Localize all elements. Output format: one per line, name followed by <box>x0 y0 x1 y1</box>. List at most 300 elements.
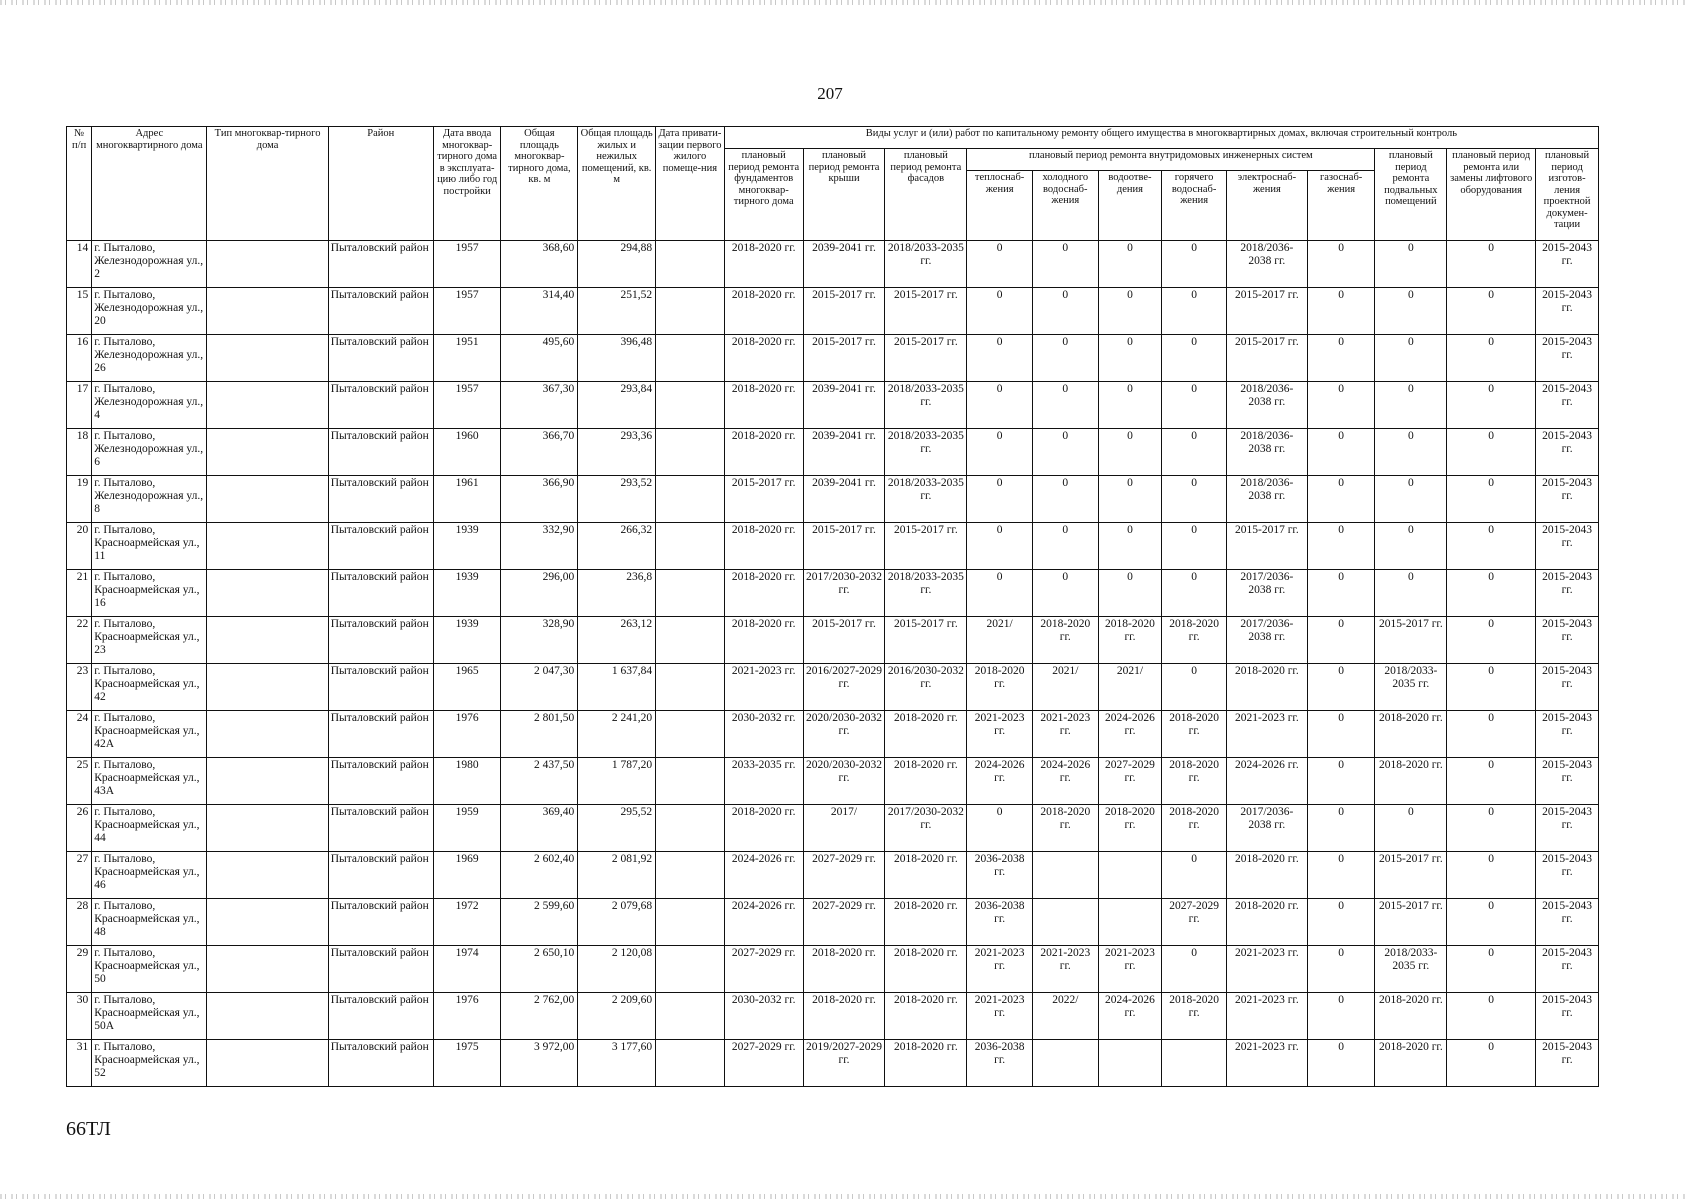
row-cold-water-period: 2022/ <box>1032 993 1098 1040</box>
row-district: Пыталовский район <box>328 805 433 852</box>
row-building-type <box>207 241 328 288</box>
row-sewer-period: 0 <box>1098 476 1162 523</box>
row-privatization-date <box>656 758 725 805</box>
row-basement-period: 2018-2020 гг. <box>1375 711 1447 758</box>
row-roof-period: 2039-2041 гг. <box>803 476 885 523</box>
row-building-type <box>207 382 328 429</box>
row-address: г. Пыталово, Красноармейская ул., 16 <box>92 570 207 617</box>
row-hot-water-period: 0 <box>1162 476 1227 523</box>
row-heat-period: 2036-2038 гг. <box>967 852 1033 899</box>
row-gas-period: 0 <box>1307 805 1375 852</box>
row-heat-period: 2036-2038 гг. <box>967 899 1033 946</box>
row-heat-period: 0 <box>967 523 1033 570</box>
row-elevator-period: 0 <box>1447 570 1536 617</box>
row-district: Пыталовский район <box>328 335 433 382</box>
row-basement-period: 2015-2017 гг. <box>1375 852 1447 899</box>
row-district: Пыталовский район <box>328 288 433 335</box>
row-building-type <box>207 711 328 758</box>
row-total-area: 366,70 <box>501 429 578 476</box>
row-elevator-period: 0 <box>1447 523 1536 570</box>
row-gas-period: 0 <box>1307 993 1375 1040</box>
document-code: 66ТЛ <box>66 1118 111 1140</box>
row-design-period: 2015-2043 гг. <box>1536 758 1599 805</box>
row-roof-period: 2027-2029 гг. <box>803 899 885 946</box>
row-elevator-period: 0 <box>1447 758 1536 805</box>
row-foundation-period: 2021-2023 гг. <box>724 664 803 711</box>
row-facade-period: 2018-2020 гг. <box>885 852 967 899</box>
row-hot-water-period: 0 <box>1162 429 1227 476</box>
row-elevator-period: 0 <box>1447 382 1536 429</box>
table-row <box>67 993 1599 1040</box>
row-sewer-period: 0 <box>1098 241 1162 288</box>
row-total-area: 2 602,40 <box>501 852 578 899</box>
table-row <box>67 241 1599 288</box>
row-electric-period: 2021-2023 гг. <box>1226 946 1307 993</box>
row-privatization-date <box>656 476 725 523</box>
row-living-area: 2 120,08 <box>578 946 656 993</box>
row-design-period: 2015-2043 гг. <box>1536 288 1599 335</box>
row-roof-period: 2020/2030-2032 гг. <box>803 758 885 805</box>
row-gas-period: 0 <box>1307 758 1375 805</box>
row-address: г. Пыталово, Красноармейская ул., 23 <box>92 617 207 664</box>
row-district: Пыталовский район <box>328 617 433 664</box>
row-heat-period: 2021-2023 гг. <box>967 711 1033 758</box>
table-row <box>67 476 1599 523</box>
row-elevator-period: 0 <box>1447 429 1536 476</box>
row-address: г. Пыталово, Железнодорожная ул., 4 <box>92 382 207 429</box>
row-facade-period: 2018-2020 гг. <box>885 899 967 946</box>
row-privatization-date <box>656 382 725 429</box>
row-electric-period: 2021-2023 гг. <box>1226 711 1307 758</box>
row-sewer-period: 0 <box>1098 335 1162 382</box>
row-living-area: 263,12 <box>578 617 656 664</box>
header-total-area: Общая площадь многоквар-тирного дома, кв. м <box>501 127 578 241</box>
row-number: 24 <box>67 711 92 758</box>
header-num: № п/п <box>67 127 92 241</box>
row-cold-water-period: 0 <box>1032 429 1098 476</box>
row-design-period: 2015-2043 гг. <box>1536 664 1599 711</box>
row-district: Пыталовский район <box>328 758 433 805</box>
row-electric-period: 2018-2020 гг. <box>1226 899 1307 946</box>
row-year: 1951 <box>433 335 501 382</box>
row-basement-period: 0 <box>1375 523 1447 570</box>
row-hot-water-period: 0 <box>1162 241 1227 288</box>
row-address: г. Пыталово, Красноармейская ул., 43А <box>92 758 207 805</box>
row-living-area: 2 209,60 <box>578 993 656 1040</box>
row-facade-period: 2015-2017 гг. <box>885 617 967 664</box>
table-row <box>67 570 1599 617</box>
row-address: г. Пыталово, Железнодорожная ул., 6 <box>92 429 207 476</box>
row-living-area: 2 079,68 <box>578 899 656 946</box>
row-year: 1975 <box>433 1040 501 1087</box>
row-foundation-period: 2018-2020 гг. <box>724 617 803 664</box>
row-hot-water-period: 0 <box>1162 664 1227 711</box>
row-facade-period: 2015-2017 гг. <box>885 523 967 570</box>
row-electric-period: 2021-2023 гг. <box>1226 1040 1307 1087</box>
row-cold-water-period: 2021-2023 гг. <box>1032 946 1098 993</box>
row-district: Пыталовский район <box>328 664 433 711</box>
row-heat-period: 2021-2023 гг. <box>967 993 1033 1040</box>
row-design-period: 2015-2043 гг. <box>1536 476 1599 523</box>
row-design-period: 2015-2043 гг. <box>1536 946 1599 993</box>
row-district: Пыталовский район <box>328 852 433 899</box>
row-elevator-period: 0 <box>1447 1040 1536 1087</box>
row-electric-period: 2018/2036-2038 гг. <box>1226 429 1307 476</box>
row-cold-water-period: 2021-2023 гг. <box>1032 711 1098 758</box>
row-number: 15 <box>67 288 92 335</box>
row-building-type <box>207 946 328 993</box>
table-row <box>67 758 1599 805</box>
row-elevator-period: 0 <box>1447 288 1536 335</box>
row-sewer-period: 2024-2026 гг. <box>1098 993 1162 1040</box>
row-gas-period: 0 <box>1307 664 1375 711</box>
row-electric-period: 2018/2036-2038 гг. <box>1226 241 1307 288</box>
row-district: Пыталовский район <box>328 570 433 617</box>
row-electric-period: 2015-2017 гг. <box>1226 335 1307 382</box>
row-hot-water-period: 2018-2020 гг. <box>1162 617 1227 664</box>
row-privatization-date <box>656 711 725 758</box>
row-privatization-date <box>656 241 725 288</box>
row-facade-period: 2016/2030-2032 гг. <box>885 664 967 711</box>
header-heat: теплоснаб-жения <box>967 171 1033 241</box>
row-total-area: 369,40 <box>501 805 578 852</box>
row-gas-period: 0 <box>1307 570 1375 617</box>
header-sewer: водоотве-дения <box>1098 171 1162 241</box>
row-roof-period: 2019/2027-2029 гг. <box>803 1040 885 1087</box>
row-facade-period: 2018-2020 гг. <box>885 1040 967 1087</box>
header-hot-water: горячего водоснаб-жения <box>1162 171 1227 241</box>
header-engineering: плановый период ремонта внутридомовых инженерных систем <box>967 149 1375 171</box>
row-gas-period: 0 <box>1307 476 1375 523</box>
row-heat-period: 2024-2026 гг. <box>967 758 1033 805</box>
row-basement-period: 2018-2020 гг. <box>1375 993 1447 1040</box>
row-total-area: 2 762,00 <box>501 993 578 1040</box>
row-heat-period: 2021/ <box>967 617 1033 664</box>
row-building-type <box>207 476 328 523</box>
row-building-type <box>207 288 328 335</box>
row-cold-water-period: 0 <box>1032 476 1098 523</box>
table-header <box>67 127 1599 241</box>
row-hot-water-period: 0 <box>1162 335 1227 382</box>
row-address: г. Пыталово, Красноармейская ул., 52 <box>92 1040 207 1087</box>
row-basement-period: 2018-2020 гг. <box>1375 1040 1447 1087</box>
row-building-type <box>207 523 328 570</box>
row-sewer-period <box>1098 899 1162 946</box>
row-cold-water-period: 0 <box>1032 382 1098 429</box>
row-facade-period: 2018-2020 гг. <box>885 993 967 1040</box>
scan-edge-top <box>0 0 1686 5</box>
row-living-area: 1 637,84 <box>578 664 656 711</box>
row-hot-water-period: 0 <box>1162 288 1227 335</box>
row-heat-period: 0 <box>967 335 1033 382</box>
row-electric-period: 2018/2036-2038 гг. <box>1226 476 1307 523</box>
row-design-period: 2015-2043 гг. <box>1536 1040 1599 1087</box>
row-number: 28 <box>67 899 92 946</box>
row-living-area: 295,52 <box>578 805 656 852</box>
row-basement-period: 2015-2017 гг. <box>1375 617 1447 664</box>
row-number: 25 <box>67 758 92 805</box>
row-design-period: 2015-2043 гг. <box>1536 335 1599 382</box>
row-privatization-date <box>656 335 725 382</box>
row-facade-period: 2018/2033-2035 гг. <box>885 570 967 617</box>
row-year: 1976 <box>433 711 501 758</box>
row-cold-water-period: 0 <box>1032 523 1098 570</box>
header-type: Тип многоквар-тирного дома <box>207 127 328 241</box>
row-foundation-period: 2018-2020 гг. <box>724 523 803 570</box>
row-district: Пыталовский район <box>328 899 433 946</box>
row-year: 1980 <box>433 758 501 805</box>
row-roof-period: 2015-2017 гг. <box>803 288 885 335</box>
row-design-period: 2015-2043 гг. <box>1536 382 1599 429</box>
row-living-area: 236,8 <box>578 570 656 617</box>
row-foundation-period: 2018-2020 гг. <box>724 429 803 476</box>
row-number: 18 <box>67 429 92 476</box>
row-elevator-period: 0 <box>1447 852 1536 899</box>
row-address: г. Пыталово, Красноармейская ул., 11 <box>92 523 207 570</box>
header-electric: электроснаб-жения <box>1226 171 1307 241</box>
row-basement-period: 0 <box>1375 476 1447 523</box>
row-basement-period: 0 <box>1375 288 1447 335</box>
row-building-type <box>207 993 328 1040</box>
row-electric-period: 2024-2026 гг. <box>1226 758 1307 805</box>
row-gas-period: 0 <box>1307 241 1375 288</box>
row-building-type <box>207 852 328 899</box>
row-address: г. Пыталово, Железнодорожная ул., 26 <box>92 335 207 382</box>
row-hot-water-period: 0 <box>1162 523 1227 570</box>
row-living-area: 266,32 <box>578 523 656 570</box>
row-facade-period: 2017/2030-2032 гг. <box>885 805 967 852</box>
table-row <box>67 1040 1599 1087</box>
row-facade-period: 2018/2033-2035 гг. <box>885 476 967 523</box>
row-year: 1961 <box>433 476 501 523</box>
header-address: Адрес многоквартирного дома <box>92 127 207 241</box>
row-number: 23 <box>67 664 92 711</box>
row-gas-period: 0 <box>1307 711 1375 758</box>
row-number: 22 <box>67 617 92 664</box>
row-privatization-date <box>656 429 725 476</box>
row-year: 1972 <box>433 899 501 946</box>
row-foundation-period: 2018-2020 гг. <box>724 241 803 288</box>
row-elevator-period: 0 <box>1447 711 1536 758</box>
row-number: 31 <box>67 1040 92 1087</box>
row-hot-water-period: 2018-2020 гг. <box>1162 758 1227 805</box>
header-district: Район <box>328 127 433 241</box>
row-hot-water-period: 0 <box>1162 382 1227 429</box>
row-hot-water-period: 2027-2029 гг. <box>1162 899 1227 946</box>
row-year: 1974 <box>433 946 501 993</box>
row-total-area: 2 599,60 <box>501 899 578 946</box>
row-cold-water-period: 0 <box>1032 570 1098 617</box>
header-design: плановый период изготов-ления проектной докумен-тации <box>1536 149 1599 241</box>
row-electric-period: 2018-2020 гг. <box>1226 664 1307 711</box>
row-address: г. Пыталово, Красноармейская ул., 42А <box>92 711 207 758</box>
row-roof-period: 2015-2017 гг. <box>803 523 885 570</box>
row-total-area: 368,60 <box>501 241 578 288</box>
row-roof-period: 2015-2017 гг. <box>803 335 885 382</box>
row-design-period: 2015-2043 гг. <box>1536 852 1599 899</box>
row-heat-period: 0 <box>967 476 1033 523</box>
row-living-area: 2 241,20 <box>578 711 656 758</box>
row-cold-water-period: 2024-2026 гг. <box>1032 758 1098 805</box>
row-basement-period: 2015-2017 гг. <box>1375 899 1447 946</box>
row-roof-period: 2039-2041 гг. <box>803 429 885 476</box>
row-living-area: 293,84 <box>578 382 656 429</box>
row-total-area: 2 650,10 <box>501 946 578 993</box>
row-building-type <box>207 664 328 711</box>
row-privatization-date <box>656 805 725 852</box>
row-cold-water-period <box>1032 1040 1098 1087</box>
row-roof-period: 2020/2030-2032 гг. <box>803 711 885 758</box>
row-year: 1957 <box>433 288 501 335</box>
row-sewer-period: 2018-2020 гг. <box>1098 617 1162 664</box>
row-gas-period: 0 <box>1307 1040 1375 1087</box>
row-gas-period: 0 <box>1307 852 1375 899</box>
table-row <box>67 288 1599 335</box>
row-elevator-period: 0 <box>1447 664 1536 711</box>
row-privatization-date <box>656 523 725 570</box>
table-row <box>67 429 1599 476</box>
row-design-period: 2015-2043 гг. <box>1536 899 1599 946</box>
row-year: 1959 <box>433 805 501 852</box>
row-sewer-period: 0 <box>1098 570 1162 617</box>
row-roof-period: 2016/2027-2029 гг. <box>803 664 885 711</box>
row-electric-period: 2021-2023 гг. <box>1226 993 1307 1040</box>
row-foundation-period: 2030-2032 гг. <box>724 711 803 758</box>
row-number: 21 <box>67 570 92 617</box>
row-district: Пыталовский район <box>328 946 433 993</box>
row-gas-period: 0 <box>1307 946 1375 993</box>
row-hot-water-period: 0 <box>1162 570 1227 617</box>
row-roof-period: 2018-2020 гг. <box>803 993 885 1040</box>
row-total-area: 2 437,50 <box>501 758 578 805</box>
row-year: 1960 <box>433 429 501 476</box>
row-sewer-period <box>1098 852 1162 899</box>
table-row <box>67 523 1599 570</box>
row-cold-water-period: 0 <box>1032 335 1098 382</box>
row-number: 27 <box>67 852 92 899</box>
row-address: г. Пыталово, Железнодорожная ул., 2 <box>92 241 207 288</box>
row-cold-water-period <box>1032 899 1098 946</box>
row-total-area: 3 972,00 <box>501 1040 578 1087</box>
row-elevator-period: 0 <box>1447 899 1536 946</box>
row-heat-period: 0 <box>967 570 1033 617</box>
row-number: 16 <box>67 335 92 382</box>
row-gas-period: 0 <box>1307 429 1375 476</box>
row-year: 1939 <box>433 570 501 617</box>
row-district: Пыталовский район <box>328 429 433 476</box>
header-facade: плановый период ремонта фасадов <box>885 149 967 241</box>
row-living-area: 293,36 <box>578 429 656 476</box>
table-row <box>67 852 1599 899</box>
row-design-period: 2015-2043 гг. <box>1536 241 1599 288</box>
header-elevator: плановый период ремонта или замены лифтового оборудования <box>1447 149 1536 241</box>
row-design-period: 2015-2043 гг. <box>1536 805 1599 852</box>
row-heat-period: 0 <box>967 429 1033 476</box>
row-elevator-period: 0 <box>1447 241 1536 288</box>
row-foundation-period: 2018-2020 гг. <box>724 382 803 429</box>
row-facade-period: 2018-2020 гг. <box>885 946 967 993</box>
row-year: 1976 <box>433 993 501 1040</box>
row-design-period: 2015-2043 гг. <box>1536 429 1599 476</box>
row-building-type <box>207 570 328 617</box>
row-privatization-date <box>656 1040 725 1087</box>
row-total-area: 366,90 <box>501 476 578 523</box>
row-gas-period: 0 <box>1307 382 1375 429</box>
row-address: г. Пыталово, Красноармейская ул., 44 <box>92 805 207 852</box>
row-hot-water-period: 2018-2020 гг. <box>1162 993 1227 1040</box>
row-heat-period: 0 <box>967 288 1033 335</box>
row-facade-period: 2015-2017 гг. <box>885 288 967 335</box>
row-foundation-period: 2018-2020 гг. <box>724 335 803 382</box>
row-gas-period: 0 <box>1307 288 1375 335</box>
row-elevator-period: 0 <box>1447 993 1536 1040</box>
row-total-area: 367,30 <box>501 382 578 429</box>
row-basement-period: 0 <box>1375 241 1447 288</box>
row-cold-water-period: 2021/ <box>1032 664 1098 711</box>
row-year: 1939 <box>433 523 501 570</box>
row-district: Пыталовский район <box>328 241 433 288</box>
row-total-area: 296,00 <box>501 570 578 617</box>
row-elevator-period: 0 <box>1447 476 1536 523</box>
row-heat-period: 0 <box>967 805 1033 852</box>
row-elevator-period: 0 <box>1447 335 1536 382</box>
row-number: 30 <box>67 993 92 1040</box>
row-roof-period: 2039-2041 гг. <box>803 241 885 288</box>
row-number: 19 <box>67 476 92 523</box>
row-sewer-period: 0 <box>1098 382 1162 429</box>
row-sewer-period: 0 <box>1098 523 1162 570</box>
row-address: г. Пыталово, Железнодорожная ул., 8 <box>92 476 207 523</box>
header-cold-water: холодного водоснаб-жения <box>1032 171 1098 241</box>
row-design-period: 2015-2043 гг. <box>1536 523 1599 570</box>
row-address: г. Пыталово, Железнодорожная ул., 20 <box>92 288 207 335</box>
header-foundation: плановый период ремонта фундаментов многоквар-тирного дома <box>724 149 803 241</box>
header-basement: плановый период ремонта подвальных помещений <box>1375 149 1447 241</box>
page-number: 207 <box>817 84 843 103</box>
row-gas-period: 0 <box>1307 899 1375 946</box>
row-electric-period: 2017/2036-2038 гг. <box>1226 617 1307 664</box>
row-cold-water-period: 2018-2020 гг. <box>1032 805 1098 852</box>
row-privatization-date <box>656 664 725 711</box>
header-gas: газоснаб-жения <box>1307 171 1375 241</box>
row-address: г. Пыталово, Красноармейская ул., 50 <box>92 946 207 993</box>
row-living-area: 294,88 <box>578 241 656 288</box>
row-basement-period: 2018/2033-2035 гг. <box>1375 946 1447 993</box>
row-total-area: 2 801,50 <box>501 711 578 758</box>
row-privatization-date <box>656 617 725 664</box>
row-privatization-date <box>656 570 725 617</box>
row-foundation-period: 2018-2020 гг. <box>724 288 803 335</box>
row-year: 1969 <box>433 852 501 899</box>
row-basement-period: 2018-2020 гг. <box>1375 758 1447 805</box>
row-total-area: 314,40 <box>501 288 578 335</box>
table-row <box>67 617 1599 664</box>
row-cold-water-period <box>1032 852 1098 899</box>
row-total-area: 328,90 <box>501 617 578 664</box>
row-roof-period: 2017/2030-2032 гг. <box>803 570 885 617</box>
row-cold-water-period: 0 <box>1032 288 1098 335</box>
row-basement-period: 0 <box>1375 429 1447 476</box>
row-hot-water-period: 2018-2020 гг. <box>1162 805 1227 852</box>
table-body <box>67 241 1599 1087</box>
row-building-type <box>207 429 328 476</box>
row-living-area: 2 081,92 <box>578 852 656 899</box>
row-building-type <box>207 758 328 805</box>
row-facade-period: 2018-2020 гг. <box>885 758 967 805</box>
row-sewer-period: 2018-2020 гг. <box>1098 805 1162 852</box>
row-living-area: 3 177,60 <box>578 1040 656 1087</box>
row-address: г. Пыталово, Красноармейская ул., 42 <box>92 664 207 711</box>
